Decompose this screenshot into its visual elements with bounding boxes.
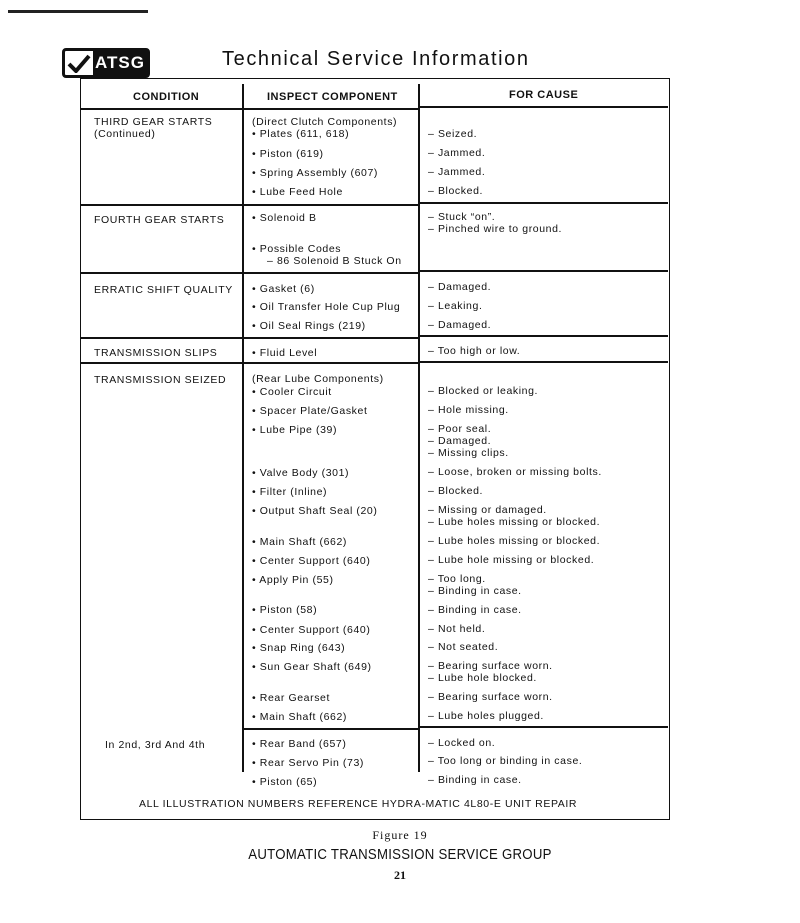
row-divider <box>418 270 668 272</box>
logo-text: ATSG <box>93 51 147 75</box>
row-divider <box>242 728 418 730</box>
component-item: • Rear Servo Pin (73) <box>252 757 364 769</box>
cause-item: – Too long. <box>428 573 486 585</box>
component-item: • Center Support (640) <box>252 555 371 567</box>
component-item: • Oil Seal Rings (219) <box>252 320 366 332</box>
component-item: • Piston (619) <box>252 148 324 160</box>
component-item: • Plates (611, 618) <box>252 128 350 140</box>
row-divider <box>81 108 242 110</box>
component-item: • Valve Body (301) <box>252 467 350 479</box>
cause-item: – Jammed. <box>428 166 486 178</box>
condition-label: (Continued) <box>94 128 156 140</box>
reference-note: ALL ILLUSTRATION NUMBERS REFERENCE HYDRA-MATIC 4L80-E UNIT REPAIR <box>139 798 578 810</box>
header-for-cause: FOR CAUSE <box>509 89 579 101</box>
condition-label: TRANSMISSION SLIPS <box>94 347 218 359</box>
row-divider <box>418 106 668 108</box>
cause-item: – Lube holes missing or blocked. <box>428 535 601 547</box>
cause-item: – Missing or damaged. <box>428 504 547 516</box>
component-item: – 86 Solenoid B Stuck On <box>267 255 402 267</box>
atsg-logo <box>62 48 150 78</box>
component-item: • Lube Pipe (39) <box>252 424 338 436</box>
cause-item: – Not seated. <box>428 641 499 653</box>
cause-item: – Missing clips. <box>428 447 509 459</box>
cause-item: – Blocked. <box>428 185 484 197</box>
cause-item: – Too long or binding in case. <box>428 755 583 767</box>
condition-label: FOURTH GEAR STARTS <box>94 214 225 226</box>
row-divider <box>242 272 418 274</box>
row-divider <box>418 202 668 204</box>
page-number: 21 <box>394 868 406 882</box>
component-item: (Direct Clutch Components) <box>252 116 398 128</box>
component-item: • Fluid Level <box>252 347 318 359</box>
component-item: • Lube Feed Hole <box>252 186 343 198</box>
cause-item: – Too high or low. <box>428 345 521 357</box>
condition-label: TRANSMISSION SEIZED <box>94 374 227 386</box>
cause-item: – Bearing surface worn. <box>428 660 553 672</box>
component-item: • Center Support (640) <box>252 624 371 636</box>
cause-item: – Lube hole missing or blocked. <box>428 554 595 566</box>
org-name: AUTOMATIC TRANSMISSION SERVICE GROUP <box>248 846 552 863</box>
component-item: • Possible Codes <box>252 243 342 255</box>
cause-item: – Binding in case. <box>428 774 522 786</box>
component-item: • Gasket (6) <box>252 283 315 295</box>
cause-item: – Blocked or leaking. <box>428 385 539 397</box>
component-item: • Oil Transfer Hole Cup Plug <box>252 301 401 313</box>
cause-item: – Poor seal. <box>428 423 492 435</box>
component-item: • Main Shaft (662) <box>252 711 348 723</box>
row-divider <box>81 204 242 206</box>
component-item: • Output Shaft Seal (20) <box>252 505 378 517</box>
component-item: • Filter (Inline) <box>252 486 328 498</box>
cause-item: – Loose, broken or missing bolts. <box>428 466 602 478</box>
row-divider <box>418 335 668 337</box>
component-item: • Rear Band (657) <box>252 738 347 750</box>
header-condition: CONDITION <box>133 91 200 103</box>
top-rule <box>8 10 148 13</box>
component-item: • Main Shaft (662) <box>252 536 348 548</box>
row-divider <box>242 108 418 110</box>
cause-item: – Pinched wire to ground. <box>428 223 563 235</box>
cause-item: – Binding in case. <box>428 604 522 616</box>
cause-item: – Damaged. <box>428 435 492 447</box>
cause-item: – Locked on. <box>428 737 496 749</box>
row-divider <box>242 362 418 364</box>
cause-item: – Bearing surface worn. <box>428 691 553 703</box>
cause-item: – Binding in case. <box>428 585 522 597</box>
cause-item: – Jammed. <box>428 147 486 159</box>
column-divider <box>242 84 244 772</box>
cause-item: – Damaged. <box>428 319 492 331</box>
component-item: • Spring Assembly (607) <box>252 167 379 179</box>
component-item: • Cooler Circuit <box>252 386 332 398</box>
component-item: • Piston (65) <box>252 776 318 788</box>
checkmark-icon <box>65 51 93 75</box>
component-item: (Rear Lube Components) <box>252 373 384 385</box>
cause-item: – Stuck “on”. <box>428 211 496 223</box>
component-item: • Sun Gear Shaft (649) <box>252 661 372 673</box>
cause-item: – Not held. <box>428 623 486 635</box>
figure-caption: Figure 19 <box>372 828 428 842</box>
row-divider <box>418 361 668 363</box>
cause-item: – Leaking. <box>428 300 483 312</box>
condition-label: In 2nd, 3rd And 4th <box>105 739 206 751</box>
component-item: • Spacer Plate/Gasket <box>252 405 368 417</box>
component-item: • Piston (58) <box>252 604 318 616</box>
cause-item: – Blocked. <box>428 485 484 497</box>
cause-item: – Lube holes plugged. <box>428 710 544 722</box>
column-divider <box>418 84 420 772</box>
row-divider <box>81 272 242 274</box>
component-item: • Snap Ring (643) <box>252 642 346 654</box>
row-divider <box>81 337 242 339</box>
component-item: • Solenoid B <box>252 212 317 224</box>
cause-item: – Damaged. <box>428 281 492 293</box>
component-item: • Rear Gearset <box>252 692 331 704</box>
page-title: Technical Service Information <box>222 48 530 70</box>
row-divider <box>418 726 668 728</box>
cause-item: – Hole missing. <box>428 404 509 416</box>
condition-label: THIRD GEAR STARTS <box>94 116 213 128</box>
cause-item: – Lube holes missing or blocked. <box>428 516 601 528</box>
component-item: • Apply Pin (55) <box>252 574 334 586</box>
cause-item: – Seized. <box>428 128 478 140</box>
condition-label: ERRATIC SHIFT QUALITY <box>94 284 233 296</box>
row-divider <box>242 204 418 206</box>
row-divider <box>81 362 242 364</box>
header-inspect-component: INSPECT COMPONENT <box>267 91 398 103</box>
cause-item: – Lube hole blocked. <box>428 672 537 684</box>
row-divider <box>242 337 418 339</box>
troubleshooting-table <box>80 78 670 820</box>
